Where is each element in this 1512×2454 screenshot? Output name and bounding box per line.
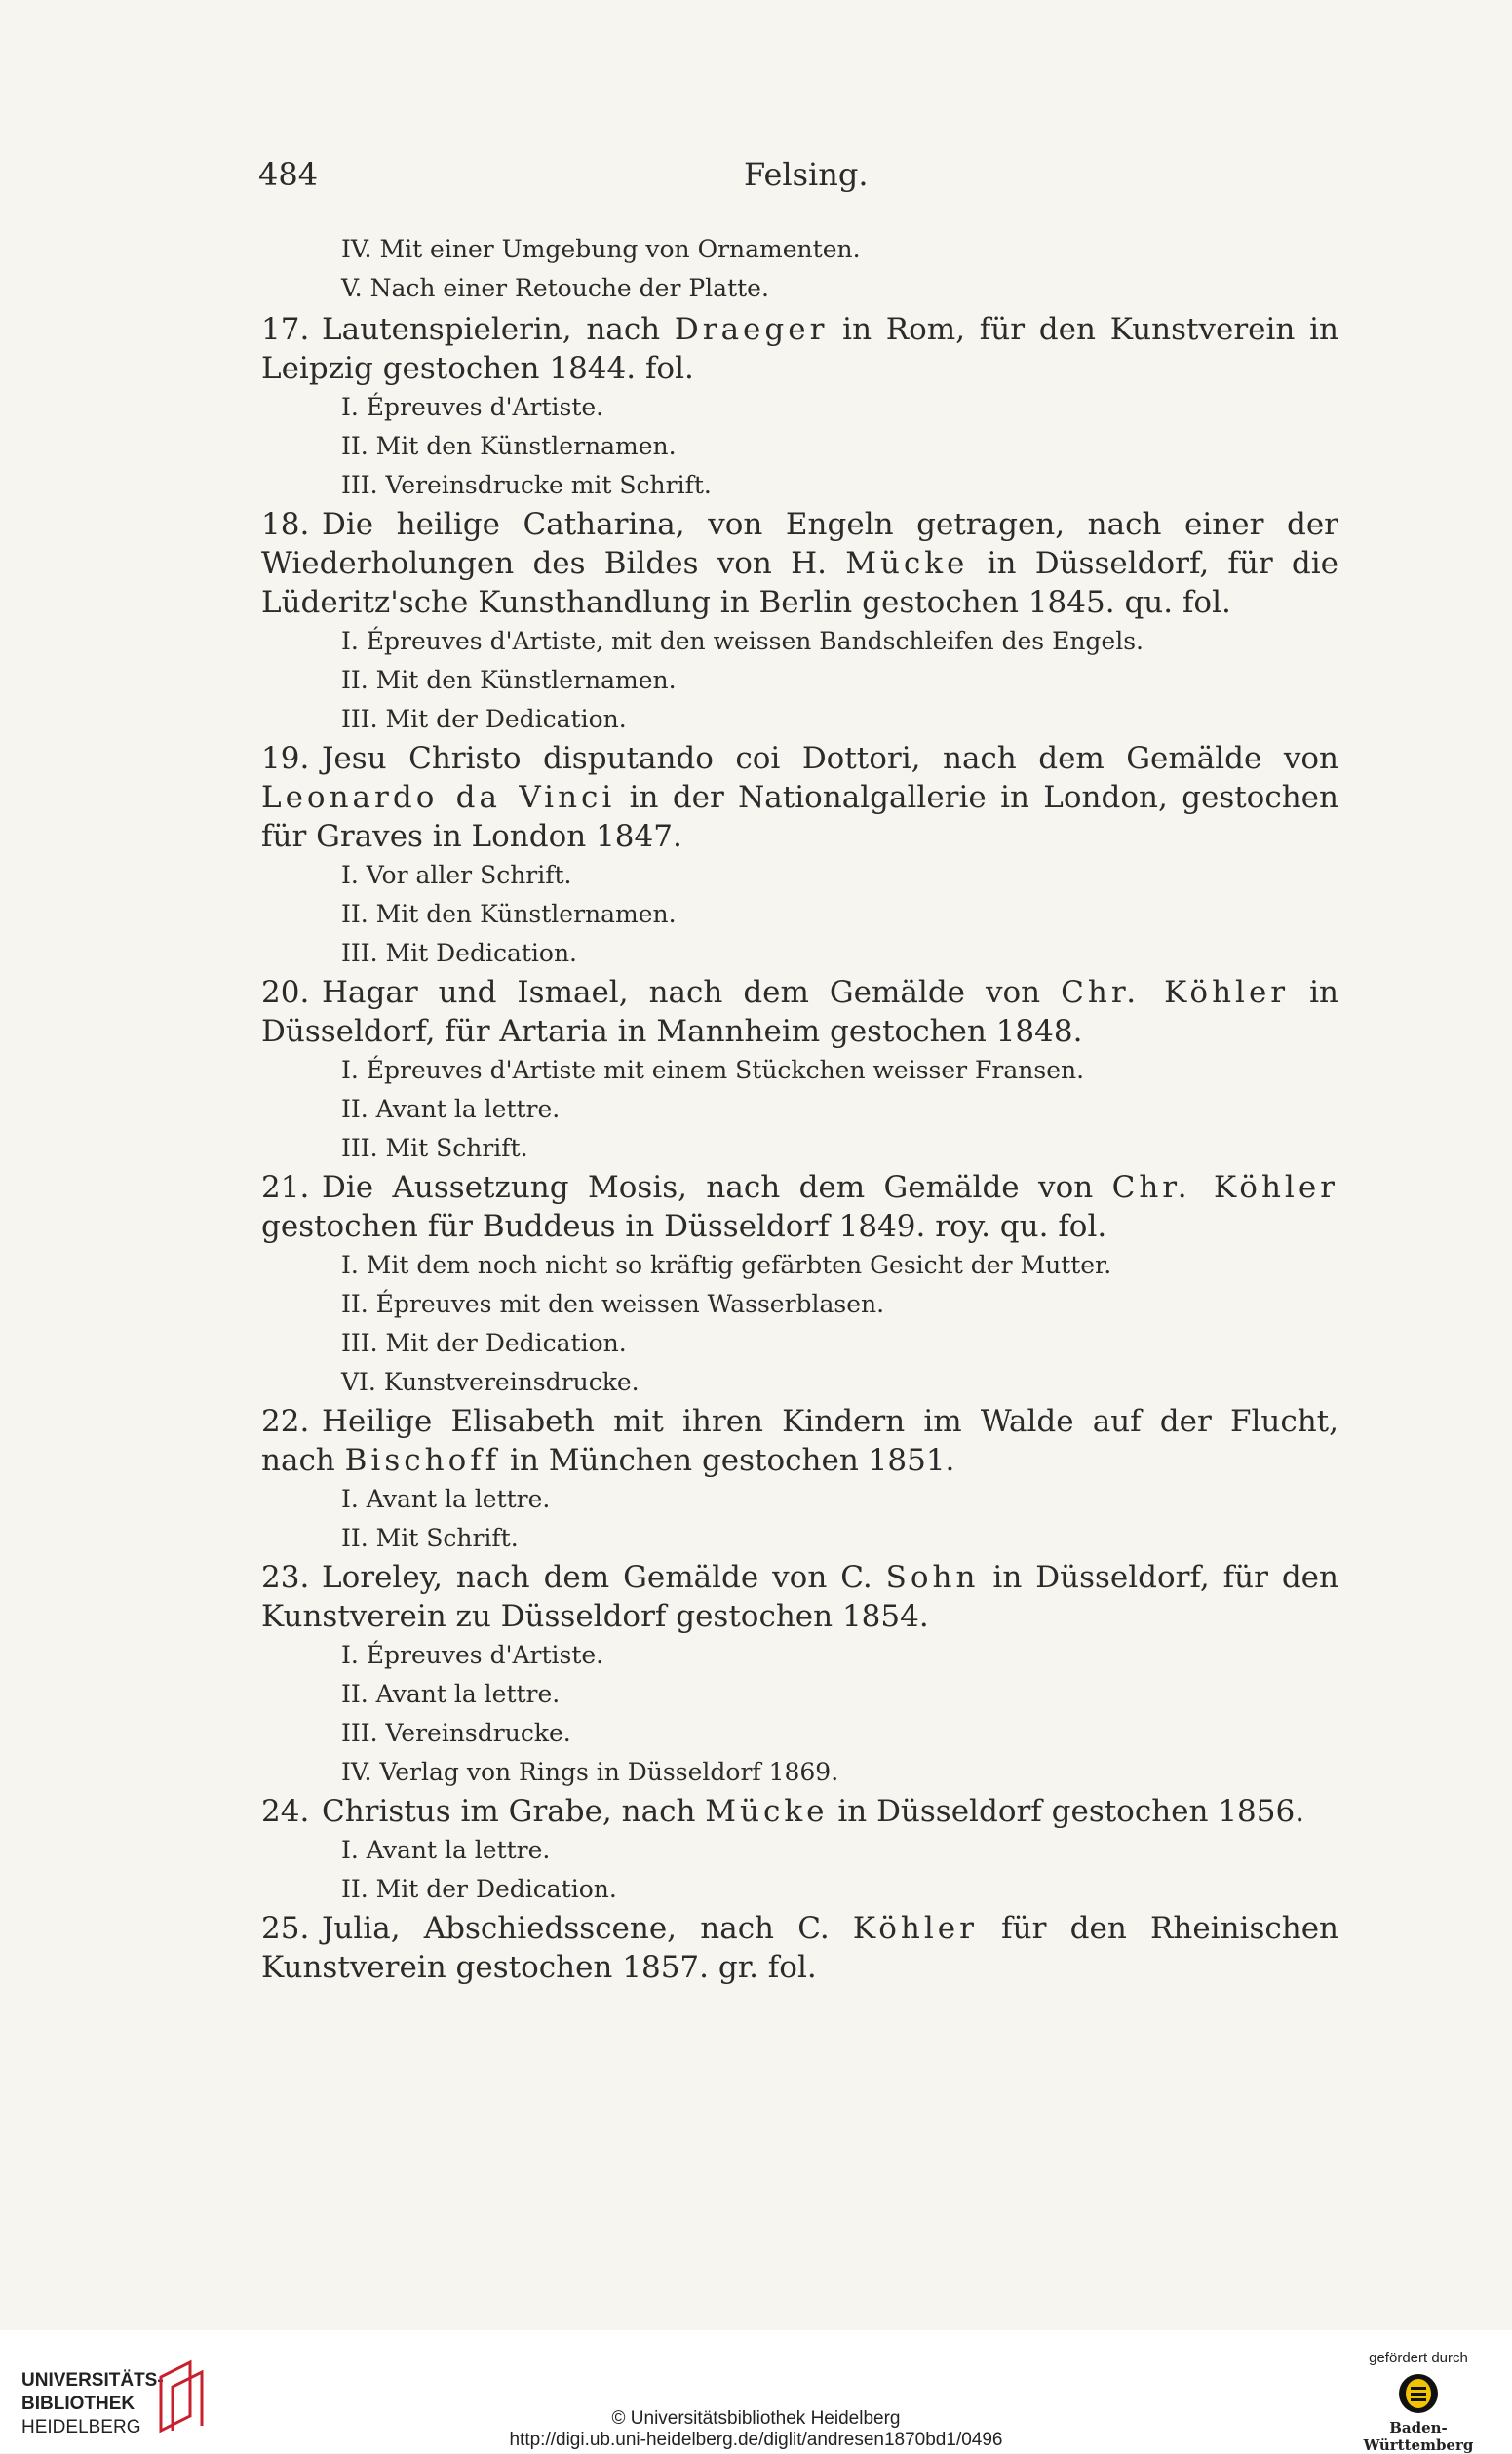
funding-notice (1336, 2350, 1501, 2454)
state-line (261, 1480, 1338, 1519)
state-text: Mit den Künstlernamen. (375, 432, 677, 460)
state-text: Vereinsdrucke. (385, 1719, 571, 1747)
state-line (261, 1324, 1338, 1363)
state-number: I. (341, 393, 359, 421)
state-text: Avant la lettre. (366, 1485, 551, 1513)
entry-title-text: Die heilige Catharina, von Engeln getragen, nach einer der Wiederholungen des Bildes von H. Mücke in Düsseldorf, für die Lüderitz'sche Kunsthandlung in Berlin gestochen 1845. qu. fol. (261, 507, 1339, 620)
state-number: II. (341, 1290, 368, 1318)
catalogue-entries (261, 310, 1338, 1987)
state-number: III. (341, 1719, 378, 1747)
state-number: III. (341, 471, 378, 499)
state-line: IV. Mit einer Umgebung von Ornamenten. (341, 235, 861, 263)
state-text: Kunstvereinsdrucke. (383, 1368, 640, 1396)
state-line (261, 1519, 1338, 1558)
state-number: I. (341, 1836, 359, 1864)
state-text: Mit den Künstlernamen. (375, 900, 677, 928)
entry-title-text: Julia, Abschiedsscene, nach C. Köhler für den Rheinischen Kunstverein gestochen 1857. gr. fol. (261, 1911, 1339, 1985)
state-number: VI. (341, 1368, 376, 1396)
state-number: III. (341, 939, 378, 967)
entry-title (261, 739, 1338, 856)
state-number: II. (341, 1875, 368, 1903)
entry-title (261, 1168, 1338, 1246)
library-name-line1: UNIVERSITÄTS- (21, 2370, 164, 2391)
state-number: II. (341, 1680, 368, 1708)
state-line (261, 1246, 1338, 1285)
entry-title (261, 1558, 1338, 1636)
permalink[interactable]: http://digi.ub.uni-heidelberg.de/diglit/andresen1870bd1/0496 (509, 2430, 1003, 2450)
entry-title-text: Christus im Grabe, nach Mücke in Düsseldorf gestochen 1856. (322, 1794, 1305, 1829)
state-list (261, 1831, 1338, 1909)
state-line (261, 1675, 1338, 1714)
copyright-notice (0, 2408, 1512, 2451)
state-line (261, 1753, 1338, 1792)
entry-number: 18. (261, 507, 310, 542)
library-name-line2: BIBLIOTHEK (21, 2394, 136, 2414)
state-line (261, 895, 1338, 934)
state-line (261, 934, 1338, 973)
state-text: Verlag von Rings in Düsseldorf 1869. (379, 1758, 839, 1786)
state-number: I. (341, 1251, 359, 1279)
state-number: III. (341, 1134, 378, 1162)
state-line (261, 466, 1338, 505)
catalogue-entry (261, 1558, 1338, 1792)
state-line (261, 1714, 1338, 1753)
entry-title (261, 505, 1338, 622)
entry-number: 19. (261, 741, 310, 776)
state-text: Mit Schrift. (385, 1134, 528, 1162)
state-line (261, 622, 1338, 661)
state-text: Mit den Künstlernamen. (375, 666, 677, 694)
state-text: Épreuves d'Artiste. (366, 393, 604, 421)
state-list (261, 1480, 1338, 1558)
state-text: Mit der Dedication. (385, 705, 627, 733)
catalogue-entry (261, 1909, 1338, 1987)
entry-title (261, 973, 1338, 1051)
state-number: I. (341, 1485, 359, 1513)
entry-title-text: Jesu Christo disputando coi Dottori, nach dem Gemälde von Leonardo da Vinci in der Nationalgallerie in London, gestochen für Graves in London 1847. (261, 741, 1338, 854)
state-text: Vor aller Schrift. (366, 861, 572, 889)
library-name-line3: HEIDELBERG (21, 2417, 141, 2437)
state-text: Mit der Dedication. (385, 1329, 627, 1357)
entry-number: 25. (261, 1911, 310, 1946)
state-number: IV. (341, 1758, 372, 1786)
entry-number: 20. (261, 975, 310, 1010)
footer-bar (0, 2330, 1512, 2453)
state-number: II. (341, 1524, 368, 1552)
funder-name: Baden-Württemberg (1363, 2419, 1474, 2454)
state-number: I. (341, 1056, 359, 1084)
state-number: I. (341, 627, 359, 655)
state-number: III. (341, 705, 378, 733)
state-text: Avant la lettre. (366, 1836, 551, 1864)
state-text: Mit der Dedication. (375, 1875, 617, 1903)
entry-title (261, 1792, 1338, 1831)
entry-title (261, 310, 1338, 388)
state-line (261, 1831, 1338, 1870)
catalogue-entry (261, 1168, 1338, 1402)
state-list (261, 856, 1338, 973)
page-heading: Felsing. (744, 156, 869, 193)
state-text: Mit dem noch nicht so kräftig gefärbten Gesicht der Mutter. (366, 1251, 1112, 1279)
catalogue-entry (261, 973, 1338, 1168)
entry-number: 22. (261, 1404, 310, 1439)
entry-title-text: Lautenspielerin, nach Draeger in Rom, für den Kunstverein in Leipzig gestochen 1844. fol. (261, 312, 1338, 386)
catalogue-entry (261, 505, 1338, 739)
state-text: Mit Dedication. (385, 939, 578, 967)
state-line (261, 1129, 1338, 1168)
entry-title-text: Hagar und Ismael, nach dem Gemälde von Chr. Köhler in Düsseldorf, für Artaria in Mannheim gestochen 1848. (261, 975, 1338, 1049)
state-line (261, 1870, 1338, 1909)
state-list (261, 388, 1338, 505)
state-text: Épreuves d'Artiste, mit den weissen Bandschleifen des Engels. (366, 627, 1144, 655)
entry-title-text: Loreley, nach dem Gemälde von C. Sohn in Düsseldorf, für den Kunstverein zu Düsseldorf gestochen 1854. (261, 1560, 1338, 1634)
state-text: Mit Schrift. (375, 1524, 519, 1552)
entry-number: 23. (261, 1560, 310, 1595)
state-line (261, 1285, 1338, 1324)
state-line (261, 1090, 1338, 1129)
state-line (261, 856, 1338, 895)
state-text: Épreuves d'Artiste. (366, 1641, 604, 1669)
state-text: Avant la lettre. (375, 1680, 561, 1708)
state-number: II. (341, 666, 368, 694)
catalogue-entry (261, 1792, 1338, 1909)
state-number: I. (341, 861, 359, 889)
state-list (261, 1246, 1338, 1402)
state-crest-icon (1397, 2372, 1440, 2415)
entry-title-text: Heilige Elisabeth mit ihren Kindern im Walde auf der Flucht, nach Bischoff in München gestochen 1851. (261, 1404, 1338, 1478)
state-text: Avant la lettre. (375, 1095, 561, 1123)
catalogue-entry (261, 310, 1338, 505)
state-line (261, 1051, 1338, 1090)
state-text: Épreuves d'Artiste mit einem Stückchen weisser Fransen. (366, 1056, 1085, 1084)
state-text: Épreuves mit den weissen Wasserblasen. (375, 1290, 885, 1318)
state-number: II. (341, 1095, 368, 1123)
funded-by-label: gefördert durch (1369, 2350, 1468, 2366)
state-line (261, 427, 1338, 466)
state-number: II. (341, 432, 368, 460)
state-line (261, 661, 1338, 700)
state-line (261, 388, 1338, 427)
entry-title (261, 1402, 1338, 1480)
state-list (261, 1051, 1338, 1168)
page-number: 484 (258, 156, 319, 193)
state-line (261, 700, 1338, 739)
copyright-text: © Universitätsbibliothek Heidelberg (611, 2408, 901, 2429)
state-line: V. Nach einer Retouche der Platte. (341, 274, 769, 302)
running-head (0, 156, 1512, 199)
state-number: II. (341, 900, 368, 928)
state-number: III. (341, 1329, 378, 1357)
state-text: Vereinsdrucke mit Schrift. (385, 471, 712, 499)
state-list (261, 1636, 1338, 1792)
state-line (261, 1636, 1338, 1675)
state-line (261, 1363, 1338, 1402)
catalogue-entry (261, 739, 1338, 973)
entry-title-text: Die Aussetzung Mosis, nach dem Gemälde von Chr. Köhler gestochen für Buddeus in Düsseldorf 1849. roy. qu. fol. (261, 1170, 1338, 1244)
state-list (261, 622, 1338, 739)
entry-number: 21. (261, 1170, 310, 1205)
catalogue-entry (261, 1402, 1338, 1558)
entry-number: 24. (261, 1794, 310, 1829)
state-number: I. (341, 1641, 359, 1669)
entry-number: 17. (261, 312, 310, 347)
entry-title (261, 1909, 1338, 1987)
